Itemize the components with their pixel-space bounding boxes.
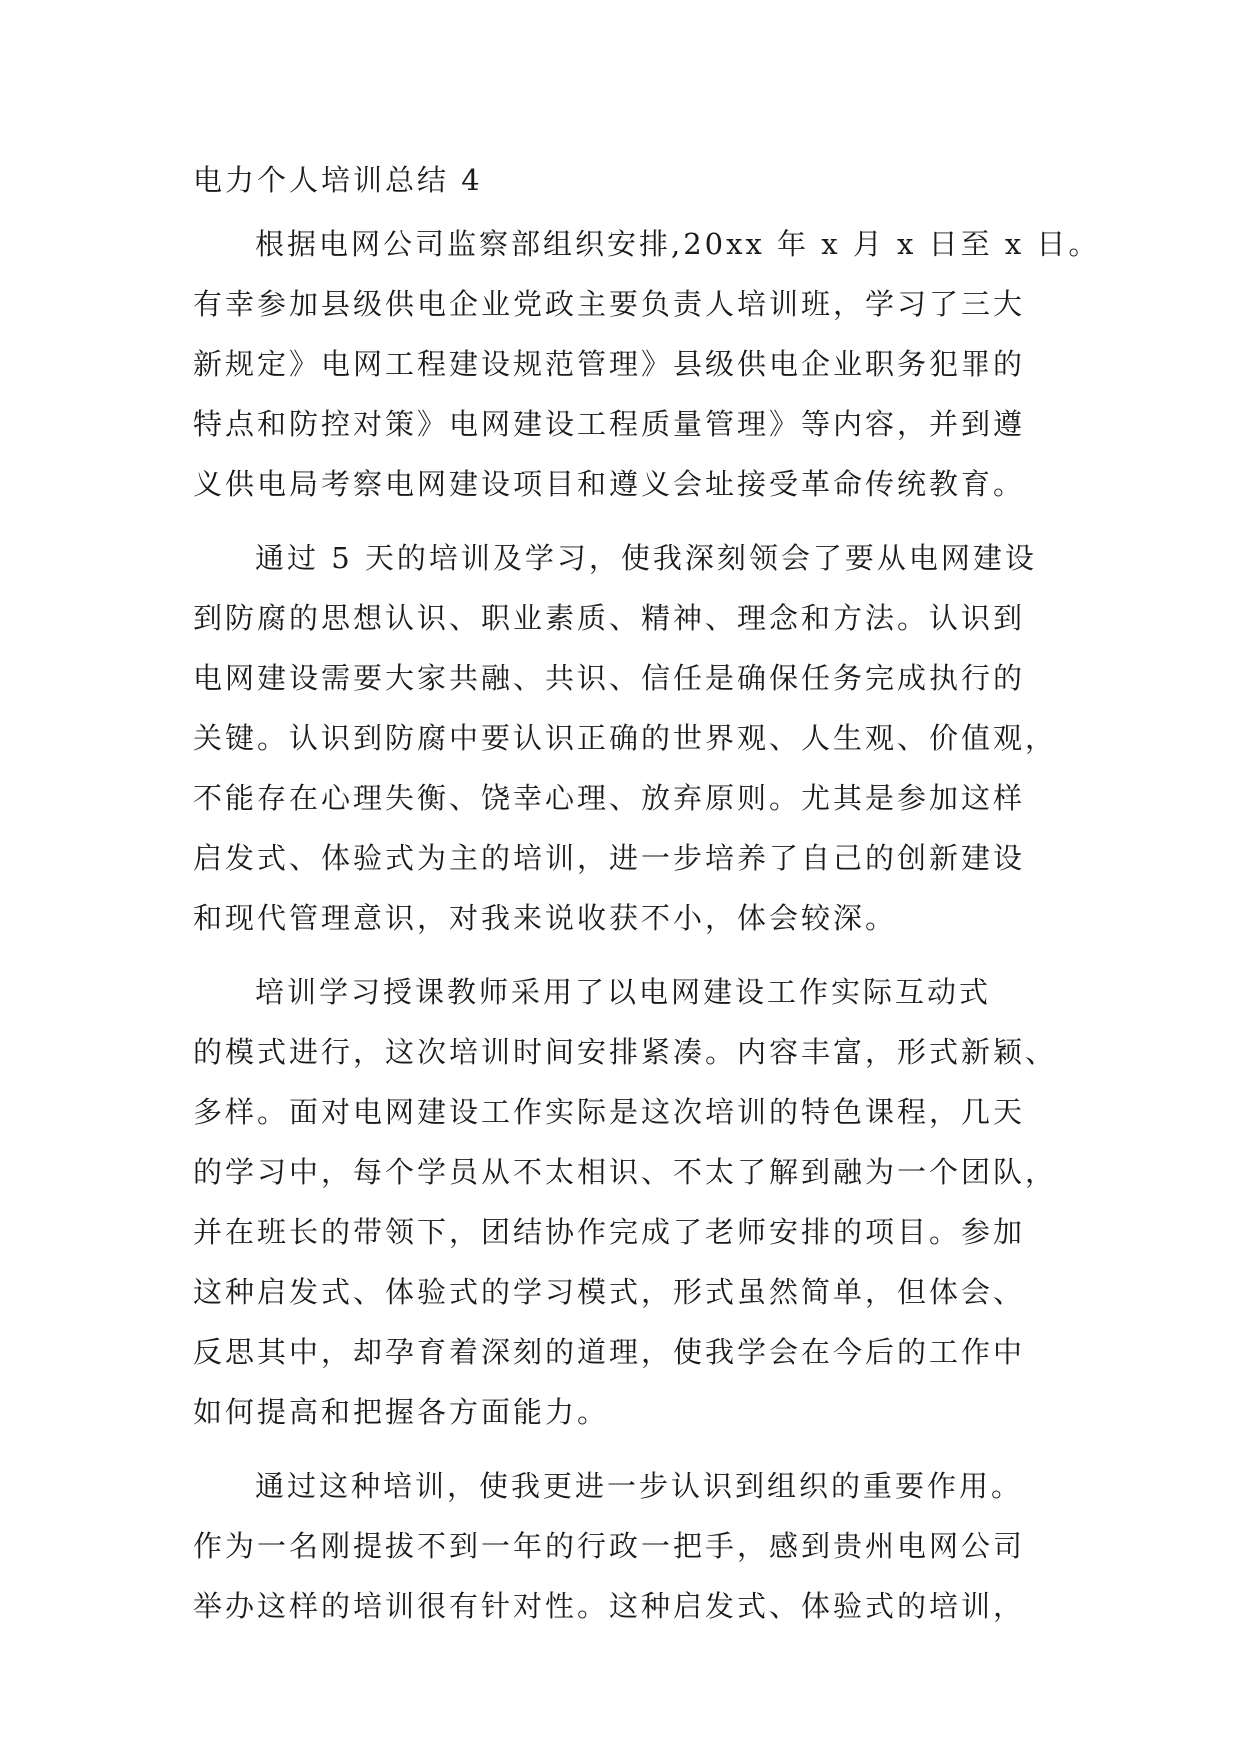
- text-line: 电网建设需要大家共融、共识、信任是确保任务完成执行的: [193, 661, 1026, 695]
- paragraph-3: [193, 962, 1073, 1442]
- document-title: 电力个人培训总结 4: [193, 163, 483, 197]
- text-line: 的学习中，每个学员从不太相识、不太了解到融为一个团队，: [193, 1155, 1058, 1189]
- text-line: 新规定》电网工程建设规范管理》县级供电企业职务犯罪的: [193, 347, 1026, 381]
- text-line: 培训学习授课教师采用了以电网建设工作实际互动式: [255, 975, 992, 1009]
- text-line: 的模式进行，这次培训时间安排紧凑。内容丰富，形式新颖、: [193, 1035, 1058, 1069]
- text-line: 作为一名刚提拔不到一年的行政一把手，感到贵州电网公司: [193, 1529, 1026, 1563]
- text-line: 通过这种培训，使我更进一步认识到组织的重要作用。: [255, 1469, 1024, 1503]
- text-line: 义供电局考察电网建设项目和遵义会址接受革命传统教育。: [193, 467, 1026, 501]
- text-line: 有幸参加县级供电企业党政主要负责人培训班，学习了三大: [193, 287, 1026, 321]
- paragraph-1: [193, 214, 1101, 514]
- text-line: 如何提高和把握各方面能力。: [193, 1395, 610, 1429]
- text-line: 不能存在心理失衡、饶幸心理、放弃原则。尤其是参加这样: [193, 781, 1026, 815]
- text-line: 举办这样的培训很有针对性。这种启发式、体验式的培训，: [193, 1589, 1026, 1623]
- text-line: 这种启发式、体验式的学习模式，形式虽然简单，但体会、: [193, 1275, 1026, 1309]
- text-line: 根据电网公司监察部组织安排,20xx 年 x 月 x 日至 x 日。: [255, 227, 1101, 261]
- text-line: 特点和防控对策》电网建设工程质量管理》等内容，并到遵: [193, 407, 1026, 441]
- paragraph-2: [193, 528, 1073, 948]
- text-line: 和现代管理意识，对我来说收获不小，体会较深。: [193, 901, 898, 935]
- document-body: [193, 160, 1101, 1636]
- text-line: 多样。面对电网建设工作实际是这次培训的特色课程，几天: [193, 1095, 1026, 1129]
- text-line: 到防腐的思想认识、职业素质、精神、理念和方法。认识到: [193, 601, 1026, 635]
- text-line: 反思其中，却孕育着深刻的道理，使我学会在今后的工作中: [193, 1335, 1026, 1369]
- text-line: 并在班长的带领下，团结协作完成了老师安排的项目。参加: [193, 1215, 1026, 1249]
- text-line: 关键。认识到防腐中要认识正确的世界观、人生观、价值观，: [193, 721, 1058, 755]
- text-line: 启发式、体验式为主的培训，进一步培养了自己的创新建设: [193, 841, 1026, 875]
- text-line: 通过 5 天的培训及学习，使我深刻领会了要从电网建设: [255, 541, 1037, 575]
- paragraph-4: [193, 1456, 1073, 1636]
